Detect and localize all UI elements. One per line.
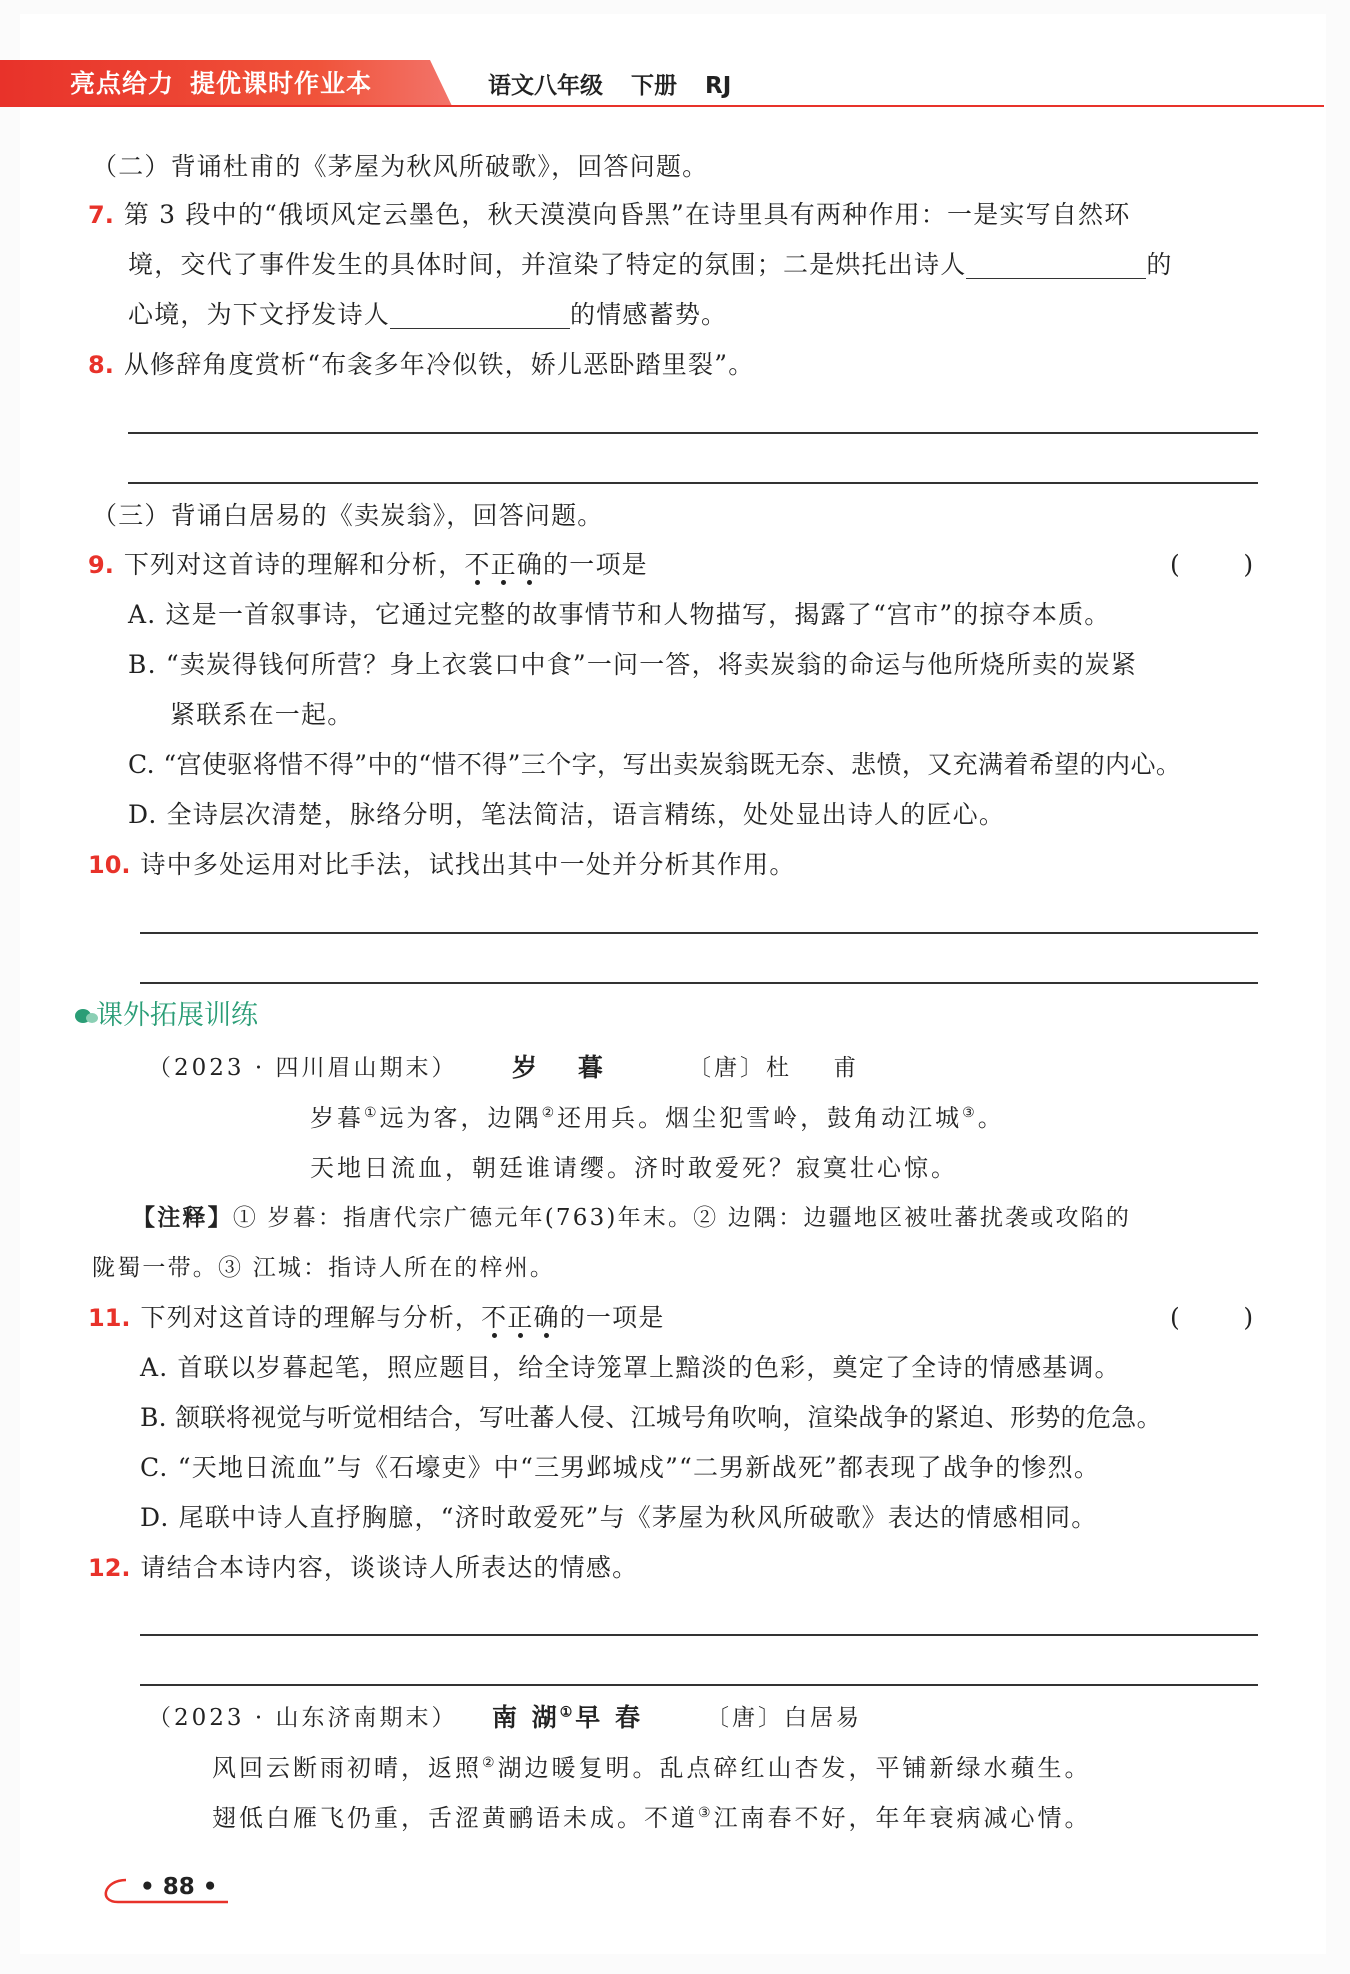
poem-1-line-1 (310, 1098, 1005, 1138)
emphasis-char: 不 (464, 550, 490, 579)
question-number: 10. (88, 851, 131, 879)
question-text: 的一项是 (543, 550, 648, 579)
poem-text: 江南春不好，年年衰病减心情。 (713, 1804, 1092, 1832)
question-number: 8. (88, 351, 114, 379)
footnote-marker: ③ (962, 1105, 978, 1121)
answer-line[interactable] (140, 1684, 1258, 1686)
answer-line[interactable] (128, 482, 1258, 484)
question-text: 的情感蓄势。 (570, 300, 728, 329)
header-subject (488, 68, 759, 104)
question-number: 12. (88, 1554, 131, 1582)
page-number: • 88 • (140, 1874, 218, 1900)
poem-1-notes-2: 陇蜀一带。③ 江城：指诗人所在的梓州。 (92, 1255, 556, 1281)
note-text: ① 岁暮：指唐代宗广德元年(763)年末。② 边隅：边疆地区被吐蕃扰袭或攻陷的 (232, 1205, 1132, 1231)
question-text: 下列对这首诗的理解与分析， (140, 1303, 482, 1332)
emphasis-char: 正 (507, 1303, 533, 1332)
emphasis-dot (527, 580, 532, 585)
answer-line[interactable] (128, 432, 1258, 434)
poem-text: 岁暮 (310, 1104, 364, 1132)
poem-2-line-1 (212, 1748, 1092, 1788)
poem-title: 早 春 (575, 1703, 643, 1732)
poem-1-notes-1 (132, 1198, 1131, 1238)
poem-2-author: 〔唐〕白居易 (706, 1705, 862, 1731)
option-c: C. “天地日流血”与《石壕吏》中“三男邺城戍”“二男新战死”都表现了战争的惨烈。 (140, 1453, 1101, 1482)
volume-label: 下册 (631, 73, 677, 99)
footnote-marker: ② (541, 1105, 558, 1121)
poem-text: 。 (977, 1104, 1005, 1132)
section-heading-3: （三）背诵白居易的《卖炭翁》，回答问题。 (92, 501, 604, 530)
question-8 (88, 345, 754, 385)
question-10 (88, 845, 796, 885)
emphasis-dot (518, 1333, 523, 1338)
question-text: 的一项是 (559, 1303, 665, 1332)
question-text: 请结合本诗内容，谈谈诗人所表达的情感。 (140, 1553, 639, 1582)
answer-parentheses[interactable]: ( ) (1170, 1303, 1254, 1332)
header-rule (452, 105, 1324, 107)
question-7-line-1 (88, 195, 1130, 235)
option-b: B. “卖炭得钱何所营？身上衣裳口中食”一问一答，将卖炭翁的命运与他所烧所卖的炭紧 (128, 650, 1138, 679)
option-b: B. 颔联将视觉与听觉相结合，写吐蕃人侵、江城号角吹响，渲染战争的紧迫、形势的危急。 (140, 1403, 1162, 1432)
emphasis-dot (492, 1333, 497, 1338)
poem-text: 远为客，边隅 (379, 1104, 542, 1132)
emphasis-dot (501, 580, 506, 585)
emphasis-char: 不 (481, 1303, 507, 1332)
brand-series: 提优课时作业本 (190, 69, 373, 98)
answer-line[interactable] (140, 1634, 1258, 1636)
option-a: A. 这是一首叙事诗，它通过完整的故事情节和人物描写，揭露了“宫市”的掠夺本质。 (128, 600, 1111, 629)
footnote-marker: ③ (698, 1805, 714, 1821)
answer-parentheses[interactable]: ( ) (1170, 550, 1254, 579)
edition-label: RJ (705, 73, 732, 99)
option-a: A. 首联以岁暮起笔，照应题目，给全诗笼罩上黯淡的色彩，奠定了全诗的情感基调。 (140, 1353, 1121, 1382)
question-text: 第 3 段中的“俄顷风定云墨色，秋天漠漠向昏黑”在诗里具有两种作用：一是实写自然环 (123, 200, 1131, 229)
poem-2-line-2 (212, 1798, 1092, 1838)
question-number: 9. (88, 551, 114, 579)
emphasis-dot (544, 1333, 549, 1338)
option-d: D. 尾联中诗人直抒胸臆，“济时敢爱死”与《茅屋为秋风所破歌》表达的情感相同。 (140, 1503, 1098, 1532)
poem-text: 还用兵。烟尘犯雪岭，鼓角动江城 (557, 1104, 963, 1132)
note-label: 【注释】 (132, 1205, 233, 1231)
emphasis-char: 确 (517, 550, 543, 579)
poem-1-line-2: 天地日流血，朝廷谁请缨。济时敢爱死？寂寞壮心惊。 (310, 1154, 958, 1182)
poem-1-title: 岁 暮 (512, 1053, 605, 1082)
poem-source: （2023 · 四川眉山期末） (148, 1055, 458, 1081)
poem-title: 南 湖 (492, 1703, 560, 1732)
question-text: 诗中多处运用对比手法，试找出其中一处并分析其作用。 (140, 850, 796, 879)
question-7-line-2 (128, 245, 1173, 285)
poem-text: 风回云断雨初晴，返照 (212, 1754, 482, 1782)
option-d: D. 全诗层次清楚，脉络分明，笔法简洁，语言精练，处处显出诗人的匠心。 (128, 800, 1006, 829)
question-text: 从修辞角度赏析“布衾多年冷似铁，娇儿恶卧踏里裂”。 (123, 350, 755, 379)
question-text: 境，交代了事件发生的具体时间，并渲染了特定的氛围；二是烘托出诗人 (128, 250, 967, 279)
emphasis-dot (475, 580, 480, 585)
question-7-line-3 (128, 295, 727, 335)
poem-1-author: 〔唐〕杜 甫 (688, 1055, 860, 1081)
question-text: 的 (1146, 250, 1173, 279)
answer-line[interactable] (140, 932, 1258, 934)
fill-blank-2[interactable] (390, 298, 570, 329)
poem-2-title (492, 1698, 643, 1738)
footnote-marker: ① (559, 1704, 576, 1721)
poem-2-source: （2023 · 山东济南期末） (148, 1705, 458, 1731)
footnote-marker: ① (364, 1105, 380, 1121)
emphasis-char: 确 (534, 1303, 560, 1332)
question-11-stem (88, 1298, 665, 1338)
header-rule-left (0, 105, 452, 107)
page-header (0, 60, 1310, 120)
fill-blank-1[interactable] (966, 248, 1146, 279)
section-heading-2: （二）背诵杜甫的《茅屋为秋风所破歌》，回答问题。 (92, 152, 709, 181)
header-brand (70, 66, 372, 102)
answer-line[interactable] (140, 982, 1258, 984)
question-12 (88, 1548, 638, 1588)
option-b-continued: 紧联系在一起。 (170, 700, 354, 729)
question-number: 7. (88, 201, 114, 229)
brand-name: 亮点给力 (70, 69, 175, 98)
subject-label: 语文八年级 (488, 73, 603, 99)
question-text: 心境，为下文抒发诗人 (128, 300, 391, 329)
question-number: 11. (88, 1304, 131, 1332)
emphasis-char: 正 (491, 550, 517, 579)
footnote-marker: ② (482, 1755, 498, 1771)
option-c: C. “宫使驱将惜不得”中的“惜不得”三个字，写出卖炭翁既无奈、悲愤，又充满着希望的内心。 (128, 750, 1182, 779)
poem-text: 翅低白雁飞仍重，舌涩黄鹂语未成。不道 (212, 1804, 698, 1832)
section-title-extension: 课外拓展训练 (96, 1000, 258, 1031)
poem-1-source (148, 1048, 457, 1088)
question-text: 下列对这首诗的理解和分析， (123, 550, 465, 579)
poem-text: 湖边暖复明。乱点碎红山杏发，平铺新绿水蘋生。 (497, 1754, 1092, 1782)
question-9-stem (88, 545, 648, 585)
